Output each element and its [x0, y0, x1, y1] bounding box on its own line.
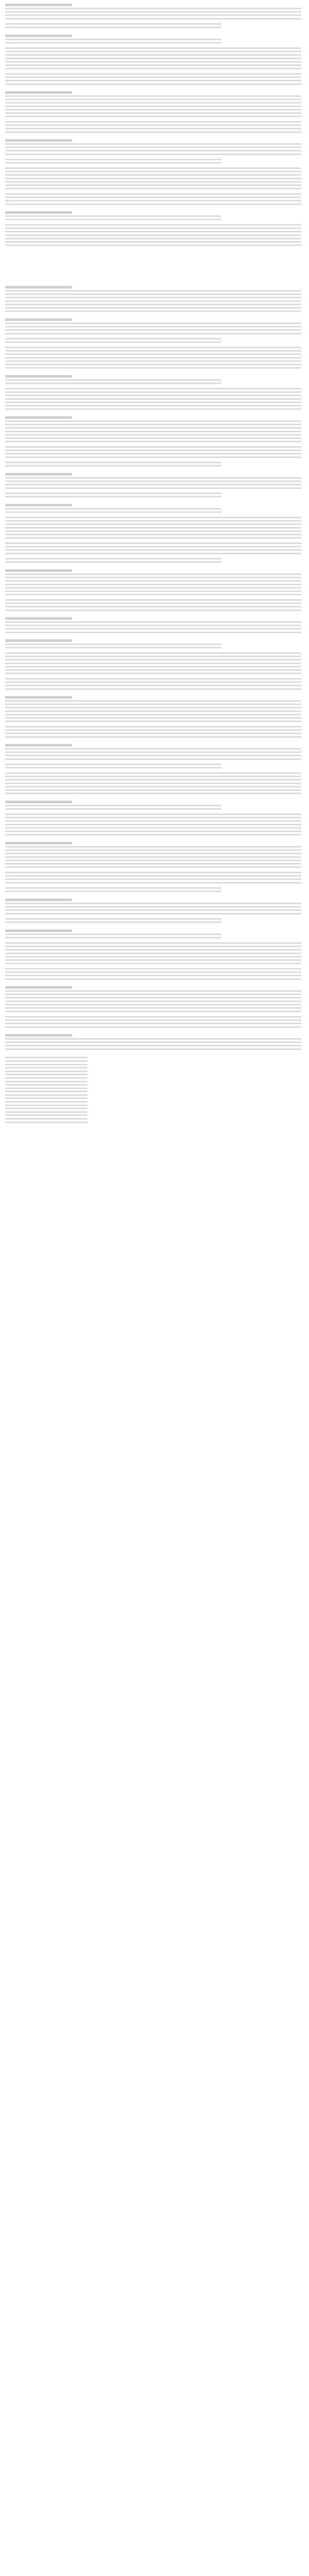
section-paragraph: [5, 573, 304, 597]
spec-line: [5, 1121, 304, 1124]
document-section: [5, 743, 304, 796]
section-paragraph: [5, 814, 304, 837]
section-paragraph: [5, 517, 304, 540]
section-paragraph: [5, 347, 304, 370]
section-paragraph: [5, 493, 304, 499]
section-heading: [5, 472, 304, 476]
document-section: [5, 569, 304, 613]
spec-line: [5, 1059, 304, 1063]
section-paragraph: [5, 215, 304, 222]
spec-line: [5, 1104, 304, 1107]
spec-line: [5, 1107, 304, 1110]
section-paragraph: [5, 934, 304, 940]
section-paragraph: [5, 508, 304, 515]
document-section: [5, 929, 304, 981]
section-paragraph: [5, 903, 304, 916]
section-paragraph: [5, 338, 304, 345]
document-section: [5, 139, 304, 207]
spec-line: [5, 1096, 304, 1100]
spec-line: [5, 1113, 304, 1117]
table-cell: [53, 256, 76, 259]
table-header-cell: [53, 252, 76, 256]
table-cell: [53, 279, 76, 283]
section-heading: [5, 569, 304, 572]
section-heading: [5, 3, 304, 7]
table-header-row: [5, 252, 76, 256]
document-section: [5, 211, 304, 248]
table-row: [5, 256, 76, 259]
section-paragraph: [5, 143, 304, 157]
section-paragraph: [5, 621, 304, 635]
section-paragraph: [5, 23, 304, 30]
table-cell: [53, 276, 76, 279]
section-heading: [5, 841, 304, 845]
table-cell: [29, 276, 53, 279]
section-paragraph: [5, 990, 304, 1014]
section-paragraph: [5, 39, 304, 45]
table-cell: [5, 269, 29, 273]
section-heading: [5, 318, 304, 321]
spec-line: [5, 1083, 304, 1087]
document-section: [5, 696, 304, 739]
table-cell: [5, 276, 29, 279]
table-cell: [29, 262, 53, 266]
spec-line: [5, 1076, 304, 1080]
spec-line: [5, 1090, 304, 1093]
document-section: [5, 416, 304, 468]
document-body-upper: [5, 3, 304, 248]
section-paragraph: [5, 193, 304, 207]
table-cell: [53, 273, 76, 276]
section-heading: [5, 696, 304, 699]
table-cell: [53, 265, 76, 269]
document-section: [5, 285, 304, 314]
section-heading: [5, 139, 304, 142]
document-section: [5, 34, 304, 87]
section-heading: [5, 639, 304, 642]
spec-line: [5, 1100, 304, 1104]
table-cell: [53, 269, 76, 273]
section-heading: [5, 34, 304, 38]
section-paragraph: [5, 477, 304, 490]
section-paragraph: [5, 323, 304, 336]
section-paragraph: [5, 558, 304, 565]
table-cell: [29, 259, 53, 262]
section-heading: [5, 986, 304, 989]
table-cell: [5, 279, 29, 283]
section-paragraph: [5, 420, 304, 444]
table-row: [5, 269, 76, 273]
table-cell: [29, 269, 53, 273]
section-paragraph: [5, 1016, 304, 1029]
document-section: [5, 1033, 304, 1052]
document-section: [5, 617, 304, 635]
section-paragraph: [5, 887, 304, 894]
section-paragraph: [5, 159, 304, 165]
table-cell: [5, 262, 29, 266]
table-cell: [29, 265, 53, 269]
section-paragraph: [5, 1038, 304, 1052]
section-heading: [5, 898, 304, 902]
section-heading: [5, 800, 304, 804]
table-cell: [29, 279, 53, 283]
section-paragraph: [5, 764, 304, 770]
section-paragraph: [5, 446, 304, 460]
table-row: [5, 259, 76, 262]
section-paragraph: [5, 968, 304, 981]
document-section: [5, 375, 304, 412]
section-paragraph: [5, 388, 304, 412]
section-paragraph: [5, 846, 304, 870]
table-row: [5, 262, 76, 266]
section-heading: [5, 1033, 304, 1037]
table-cell: [5, 256, 29, 259]
spec-line: [5, 1066, 304, 1070]
table-cell: [53, 259, 76, 262]
document-section: [5, 318, 304, 370]
section-heading: [5, 503, 304, 507]
document-section: [5, 91, 304, 134]
document-section: [5, 639, 304, 691]
data-table-container: [5, 252, 304, 282]
table-row: [5, 276, 76, 279]
document-page: [0, 0, 309, 1124]
table-header-cell: [29, 252, 53, 256]
spec-line: [5, 1087, 304, 1090]
section-paragraph: [5, 805, 304, 811]
section-paragraph: [5, 224, 304, 248]
spec-line: [5, 1110, 304, 1114]
section-paragraph: [5, 47, 304, 71]
section-heading: [5, 416, 304, 419]
spec-line: [5, 1063, 304, 1066]
section-paragraph: [5, 73, 304, 87]
table-cell: [53, 262, 76, 266]
table-row: [5, 265, 76, 269]
section-paragraph: [5, 167, 304, 191]
section-paragraph: [5, 872, 304, 885]
section-paragraph: [5, 748, 304, 761]
table-row: [5, 279, 76, 283]
section-paragraph: [5, 918, 304, 925]
table-cell: [5, 273, 29, 276]
section-heading: [5, 91, 304, 94]
document-section: [5, 986, 304, 1029]
spec-line: [5, 1093, 304, 1097]
section-paragraph: [5, 8, 304, 21]
spec-line: [5, 1073, 304, 1076]
table-row: [5, 273, 76, 276]
section-paragraph: [5, 462, 304, 468]
document-section: [5, 898, 304, 925]
spec-line: [5, 1117, 304, 1121]
data-table: [5, 252, 76, 282]
table-cell: [5, 265, 29, 269]
document-body-lower: [5, 285, 304, 1052]
spec-line: [5, 1080, 304, 1083]
section-heading: [5, 285, 304, 289]
table-body: [5, 256, 76, 283]
section-paragraph: [5, 652, 304, 676]
section-paragraph: [5, 379, 304, 386]
section-paragraph: [5, 121, 304, 134]
section-heading: [5, 929, 304, 933]
table-cell: [5, 259, 29, 262]
section-paragraph: [5, 290, 304, 314]
section-paragraph: [5, 942, 304, 966]
section-heading: [5, 743, 304, 747]
section-paragraph: [5, 643, 304, 650]
document-section: [5, 800, 304, 837]
section-heading: [5, 211, 304, 214]
section-heading: [5, 375, 304, 378]
table-header-cell: [5, 252, 29, 256]
table-cell: [29, 256, 53, 259]
document-section: [5, 472, 304, 499]
document-section: [5, 3, 304, 30]
section-paragraph: [5, 700, 304, 724]
spec-line: [5, 1056, 304, 1059]
section-paragraph: [5, 678, 304, 691]
section-paragraph: [5, 726, 304, 739]
spec-line: [5, 1070, 304, 1073]
document-section: [5, 503, 304, 565]
section-paragraph: [5, 95, 304, 119]
document-section: [5, 841, 304, 894]
spec-list: [5, 1056, 304, 1124]
table-cell: [29, 273, 53, 276]
section-paragraph: [5, 772, 304, 796]
section-paragraph: [5, 543, 304, 556]
section-paragraph: [5, 599, 304, 613]
section-heading: [5, 617, 304, 620]
